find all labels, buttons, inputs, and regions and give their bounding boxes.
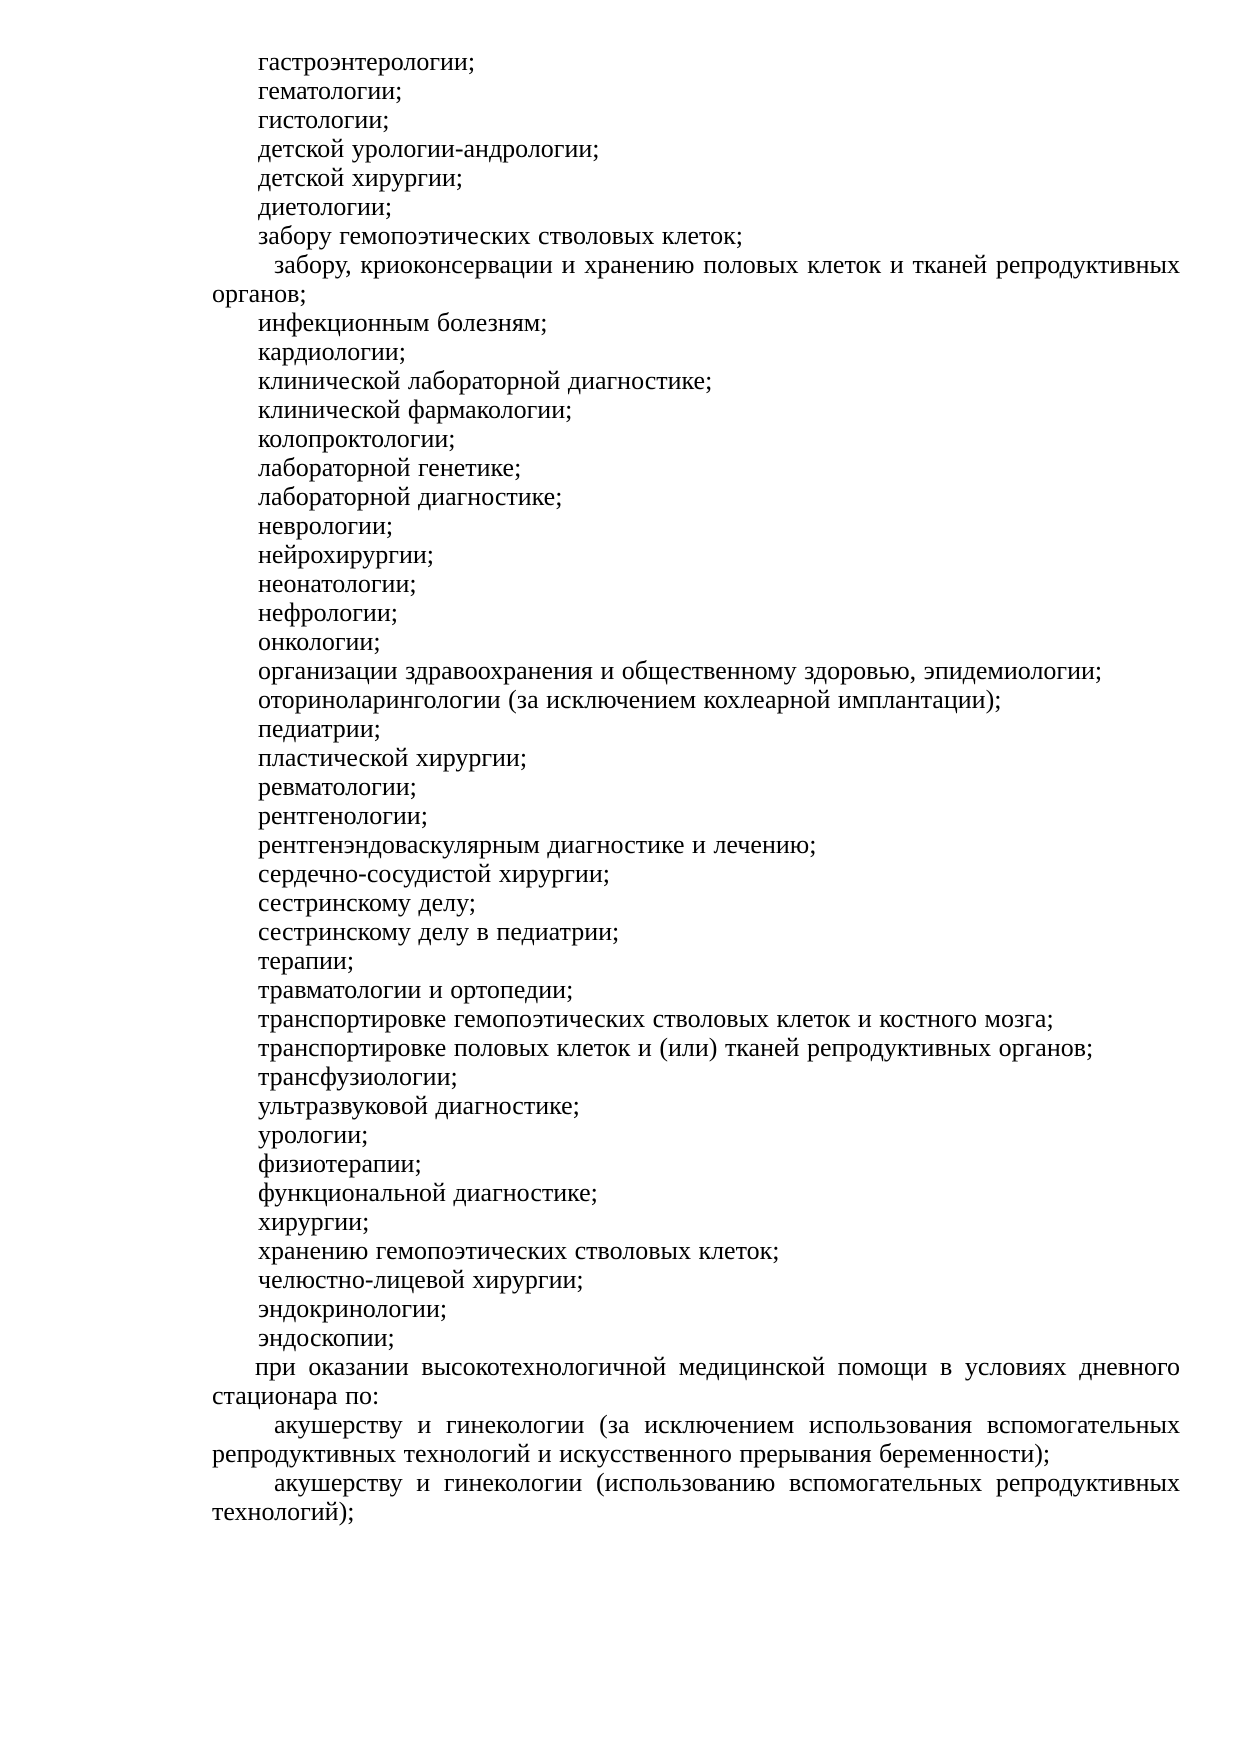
document-line: урологии; (258, 1120, 369, 1149)
document-line: функциональной диагностике; (258, 1178, 598, 1207)
document-line: акушерству и гинекологии (использованию вспомогательных репродуктивных технологий); (212, 1468, 1180, 1526)
document-line: физиотерапии; (258, 1149, 422, 1178)
document-line: забору гемопоэтических стволовых клеток; (258, 221, 743, 250)
document-line: неврологии; (258, 511, 394, 540)
document-line: лабораторной диагностике; (258, 482, 563, 511)
document-line: транспортировке половых клеток и (или) тканей репродуктивных органов; (258, 1033, 1094, 1062)
document-line: забору, криоконсервации и хранению половых клеток и тканей репродуктивных органов; (212, 250, 1180, 308)
document-line: хирургии; (258, 1207, 370, 1236)
document-line: нефрологии; (258, 598, 398, 627)
document-line: педиатрии; (258, 714, 381, 743)
document-line: пластической хирургии; (258, 743, 528, 772)
document-line: транспортировке гемопоэтических стволовых клеток и костного мозга; (258, 1004, 1054, 1033)
document-line: лабораторной генетике; (258, 453, 522, 482)
document-line: гистологии; (258, 105, 390, 134)
document-line: травматологии и ортопедии; (258, 975, 574, 1004)
document-line: инфекционным болезням; (258, 308, 548, 337)
document-line: оториноларингологии (за исключением кохлеарной имплантации); (258, 685, 1002, 714)
document-line: детской урологии-андрологии; (258, 134, 600, 163)
document-line: гематологии; (258, 76, 403, 105)
document-body (212, 47, 1180, 1526)
document-line: ревматологии; (258, 772, 417, 801)
document-line: сестринскому делу в педиатрии; (258, 917, 620, 946)
document-line: сердечно-сосудистой хирургии; (258, 859, 610, 888)
document-line: сестринскому делу; (258, 888, 477, 917)
document-line: трансфузиологии; (258, 1062, 458, 1091)
document-line: гастроэнтерологии; (258, 47, 476, 76)
document-line: эндокринологии; (258, 1294, 448, 1323)
document-line: при оказании высокотехнологичной медицинской помощи в условиях дневного стационара по: (212, 1352, 1180, 1410)
document-line: ультразвуковой диагностике; (258, 1091, 580, 1120)
document-line: детской хирургии; (258, 163, 464, 192)
document-line: хранению гемопоэтических стволовых клеток; (258, 1236, 780, 1265)
document-line: колопроктологии; (258, 424, 456, 453)
document-line: челюстно-лицевой хирургии; (258, 1265, 584, 1294)
document-line: организации здравоохранения и общественному здоровью, эпидемиологии; (258, 656, 1103, 685)
document-line: акушерству и гинекологии (за исключением использования вспомогательных репродуктивных технологий и искусственного прерывания беременности); (212, 1410, 1180, 1468)
document-line: диетологии; (258, 192, 393, 221)
document-line: клинической лабораторной диагностике; (258, 366, 713, 395)
document-line: клинической фармакологии; (258, 395, 573, 424)
document-line: кардиологии; (258, 337, 406, 366)
document-line: рентгенэндоваскулярным диагностике и лечению; (258, 830, 817, 859)
document-line: нейрохирургии; (258, 540, 435, 569)
document-line: неонатологии; (258, 569, 417, 598)
document-line: терапии; (258, 946, 355, 975)
document-line: эндоскопии; (258, 1323, 395, 1352)
document-line: рентгенологии; (258, 801, 428, 830)
document-line: онкологии; (258, 627, 381, 656)
